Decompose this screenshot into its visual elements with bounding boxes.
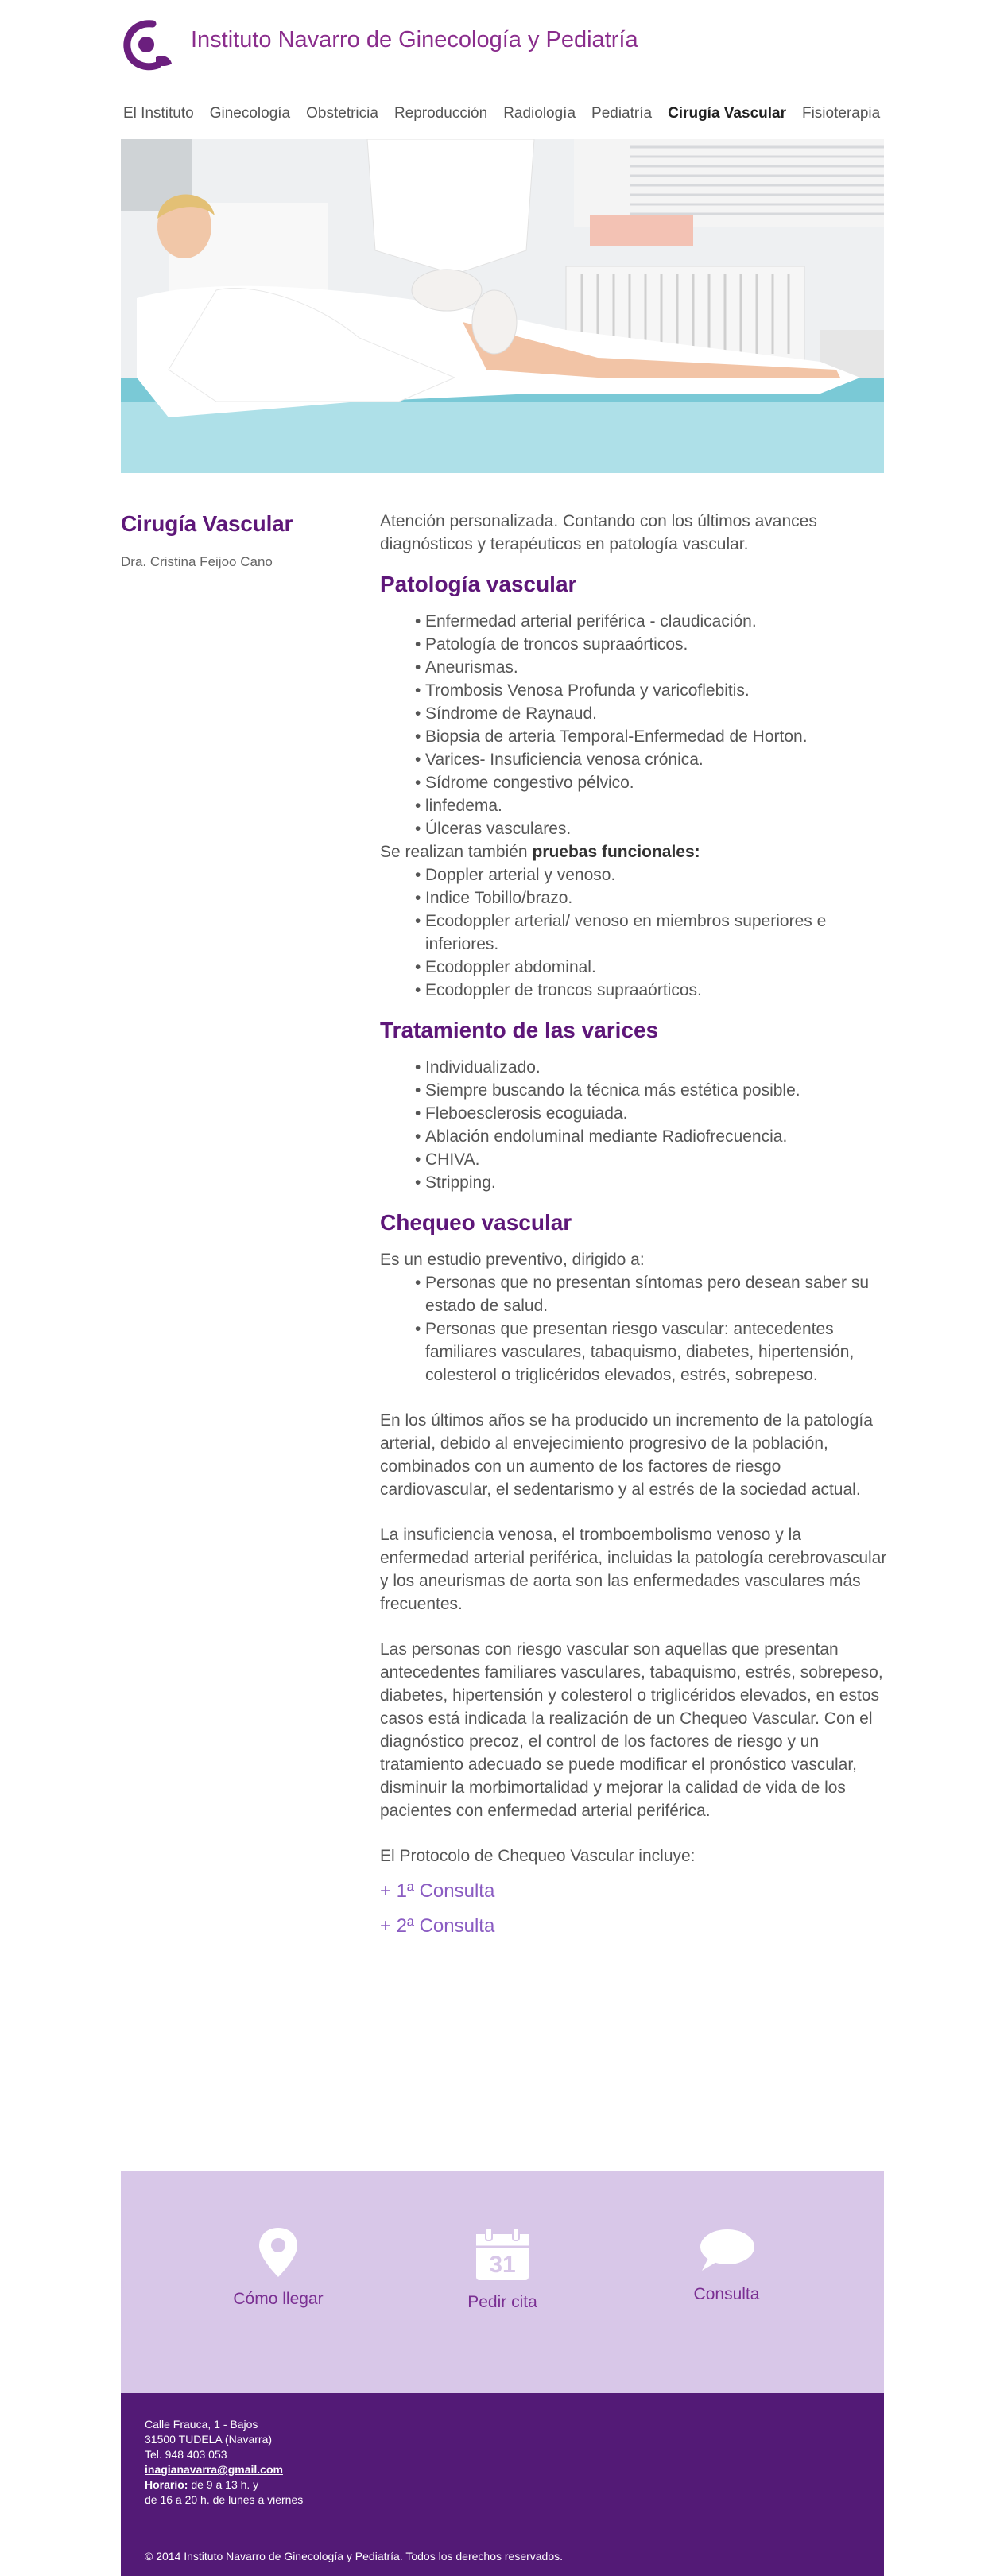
site-title[interactable]: Instituto Navarro de Ginecología y Pediatría xyxy=(191,27,638,52)
functional-prefix: Se realizan también xyxy=(380,843,533,861)
list-item: • Stripping. xyxy=(415,1171,889,1194)
list-item: • Fleboesclerosis ecoguiada. xyxy=(415,1102,889,1125)
paragraph-1: En los últimos años se ha producido un incremento de la patología arterial, debido al envejecimiento progresivo de la población, combinados con un aumento de los factores de riesgo cardiovascular, el sedentarismo y al estrés de la sociedad actual. xyxy=(380,1411,873,1499)
list-item: • CHIVA. xyxy=(415,1148,889,1171)
list-item: • Úlceras vasculares. xyxy=(415,817,889,840)
functional-bold: pruebas funcionales: xyxy=(532,843,700,861)
list-item: • Siempre buscando la técnica más estética posible. xyxy=(415,1079,889,1102)
consult-button[interactable] xyxy=(631,2226,822,2304)
chat-bubble-icon xyxy=(697,2226,756,2274)
section-heading-patologia: Patología vascular xyxy=(380,572,577,596)
main-nav xyxy=(121,102,884,127)
list-item: • Personas que presentan riesgo vascular: antecedentes familiares vasculares, tabaquismo, diabetes, hipertensión, colesterol o triglicéridos elevados, estrés, sobrepeso. xyxy=(415,1317,889,1387)
list-item: • Sídrome congestivo pélvico. xyxy=(415,771,889,794)
appointment-button[interactable] xyxy=(407,2226,598,2312)
sidebar xyxy=(121,511,343,570)
paragraph-3: Las personas con riesgo vascular son aquellas que presentan antecedentes familiares vasculares, tabaquismo, estrés, sobrepeso, diabetes, hipertensión y colesterol o triglicéridos elevados, en estos casos está indicada la realización de un Chequeo Vascular. Con el diagnóstico precoz, el control de los factores de riesgo y un tratamiento adecuado se puede modificar el pronóstico vascular, disminuir la morbimortalidad y mejorar la calidad de vida de los pacientes con enfermedad arterial periférica. xyxy=(380,1640,883,1820)
nav-item-fisioterapia[interactable]: Fisioterapia xyxy=(801,105,881,122)
nav-item-reproduccion[interactable]: Reproducción xyxy=(393,105,488,122)
contact-info xyxy=(145,2417,303,2508)
list-item: • Ablación endoluminal mediante Radiofrecuencia. xyxy=(415,1125,889,1148)
list-item: • Biopsia de arteria Temporal-Enfermedad de Horton. xyxy=(415,725,889,748)
nav-item-obstetricia[interactable]: Obstetricia xyxy=(306,105,378,122)
section-heading-tratamiento: Tratamiento de las varices xyxy=(380,1018,659,1042)
main-content xyxy=(380,510,889,1939)
patologia-list xyxy=(415,610,889,840)
section-heading-chequeo: Chequeo vascular xyxy=(380,1210,572,1235)
list-item: • Ecodoppler arterial/ venoso en miembros superiores e inferiores. xyxy=(415,910,889,956)
doctor-name: Dra. Cristina Feijoo Cano xyxy=(121,554,273,569)
list-item: • Enfermedad arterial periférica - claudicación. xyxy=(415,610,889,633)
first-consult-link[interactable]: + 1ª Consulta xyxy=(380,1880,495,1902)
nav-item-radiologia[interactable]: Radiología xyxy=(503,105,576,122)
phone: Tel. 948 403 053 xyxy=(145,2448,227,2461)
chequeo-list xyxy=(415,1271,889,1387)
hours-text-1: de 9 a 13 h. y xyxy=(188,2478,259,2491)
chequeo-intro: Es un estudio preventivo, dirigido a: xyxy=(380,1251,645,1269)
site-header xyxy=(121,16,884,72)
appointment-label: Pedir cita xyxy=(467,2293,537,2311)
tratamiento-list xyxy=(415,1056,889,1194)
address-line-1: Calle Frauca, 1 - Bajos xyxy=(145,2418,258,2431)
how-to-get-there-button[interactable] xyxy=(183,2226,374,2309)
hours-label: Horario: xyxy=(145,2478,188,2491)
list-item: • Ecodoppler de troncos supraaórticos. xyxy=(415,979,889,1002)
nav-item-ginecologia[interactable]: Ginecología xyxy=(209,105,291,122)
second-consult-link[interactable]: + 2ª Consulta xyxy=(380,1915,495,1937)
page-title: Cirugía Vascular xyxy=(121,511,293,536)
copyright: © 2014 Instituto Navarro de Ginecología y Pediatría. Todos los derechos reservados. xyxy=(145,2550,564,2562)
site-footer xyxy=(121,2393,884,2576)
list-item: • Síndrome de Raynaud. xyxy=(415,702,889,725)
list-item: • Individualizado. xyxy=(415,1056,889,1079)
list-item: • Varices- Insuficiencia venosa crónica. xyxy=(415,748,889,771)
paragraph-4: El Protocolo de Chequeo Vascular incluye: xyxy=(380,1847,696,1865)
how-to-get-there-label: Cómo llegar xyxy=(233,2290,324,2308)
actions-band xyxy=(121,2171,884,2393)
hero-photo xyxy=(121,139,884,473)
clinic-scene-image xyxy=(121,139,884,473)
nav-item-el-instituto[interactable]: El Instituto xyxy=(123,105,194,122)
address-line-2: 31500 TUDELA (Navarra) xyxy=(145,2433,273,2446)
calendar-icon xyxy=(475,2226,530,2282)
logo-icon[interactable] xyxy=(121,19,176,72)
list-item: • Patología de troncos supraaórticos. xyxy=(415,633,889,656)
intro-text: Atención personalizada. Contando con los últimos avances diagnósticos y terapéuticos en patología vascular. xyxy=(380,512,817,553)
list-item: • Trombosis Venosa Profunda y varicoflebitis. xyxy=(415,679,889,702)
nav-item-cirugia-vascular[interactable]: Cirugía Vascular xyxy=(668,105,786,122)
list-item: • Aneurismas. xyxy=(415,656,889,679)
calendar-day: 31 xyxy=(489,2252,516,2278)
nav-item-pediatria[interactable]: Pediatría xyxy=(591,105,653,122)
list-item: • Ecodoppler abdominal. xyxy=(415,956,889,979)
hours-line-2: de 16 a 20 h. de lunes a viernes xyxy=(145,2493,304,2506)
hours-line-1 xyxy=(145,2477,303,2493)
consult-label: Consulta xyxy=(693,2285,760,2303)
list-item: • Doppler arterial y venoso. xyxy=(415,863,889,886)
list-item: • Personas que no presentan síntomas pero desean saber su estado de salud. xyxy=(415,1271,889,1317)
list-item: • Indice Tobillo/brazo. xyxy=(415,886,889,910)
map-pin-icon xyxy=(257,2226,300,2279)
list-item: • linfedema. xyxy=(415,794,889,817)
paragraph-2: La insuficiencia venosa, el tromboembolismo venoso y la enfermedad arterial periférica, incluidas la patología cerebrovascular y los aneurismas de aorta son las enfermedades vasculares más frecuentes. xyxy=(380,1526,887,1613)
functional-tests-list xyxy=(415,863,889,1002)
email-link[interactable]: inagianavarra@gmail.com xyxy=(145,2463,283,2476)
functional-tests-intro xyxy=(380,840,889,863)
